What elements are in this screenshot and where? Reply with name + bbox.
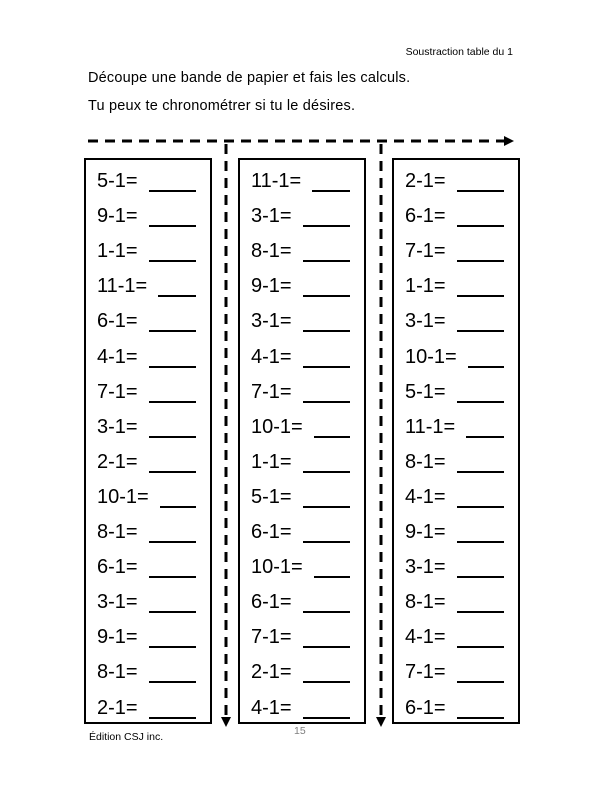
answer-blank (149, 541, 196, 543)
problem-text: 5-1= (97, 170, 138, 193)
problem-row (97, 654, 196, 689)
answer-blank (468, 366, 504, 368)
answer-blank (457, 541, 504, 543)
problem-text: 8-1= (97, 521, 138, 544)
answer-blank (149, 436, 196, 438)
answer-blank (149, 681, 196, 683)
problem-row (251, 514, 350, 549)
problem-strip-3 (392, 158, 520, 724)
problem-text: 1-1= (405, 275, 446, 298)
answer-blank (457, 576, 504, 578)
problem-text: 8-1= (97, 661, 138, 684)
problem-row (251, 268, 350, 303)
answer-blank (314, 436, 350, 438)
problem-text: 1-1= (251, 450, 292, 473)
problem-strip-1 (84, 158, 212, 724)
problem-text: 7-1= (405, 661, 446, 684)
problem-text: 6-1= (405, 205, 446, 228)
problem-text: 2-1= (97, 696, 138, 719)
answer-blank (303, 260, 350, 262)
problem-text: 5-1= (405, 380, 446, 403)
problem-text: 4-1= (251, 696, 292, 719)
answer-blank (457, 225, 504, 227)
problem-row (405, 689, 504, 724)
answer-blank (457, 260, 504, 262)
problem-row (97, 549, 196, 584)
answer-blank (457, 506, 504, 508)
problem-row (97, 303, 196, 338)
problem-row (251, 198, 350, 233)
problem-row (97, 584, 196, 619)
problem-row (405, 619, 504, 654)
problem-text: 11-1= (97, 275, 148, 298)
answer-blank (457, 681, 504, 683)
problem-text: 6-1= (405, 696, 446, 719)
answer-blank (303, 225, 350, 227)
problem-text: 10-1= (251, 415, 303, 438)
problem-row (405, 444, 504, 479)
problem-text: 3-1= (97, 415, 138, 438)
problem-row (97, 619, 196, 654)
problem-text: 6-1= (97, 556, 138, 579)
problem-row (251, 654, 350, 689)
problem-text: 7-1= (97, 380, 138, 403)
instruction-line-1: Découpe une bande de papier et fais les calculs. (88, 70, 411, 86)
answer-blank (303, 471, 350, 473)
problem-row (97, 268, 196, 303)
problem-row (251, 303, 350, 338)
answer-blank (457, 471, 504, 473)
problem-row (405, 549, 504, 584)
answer-blank (457, 717, 504, 719)
problem-row (405, 338, 504, 373)
answer-blank (457, 295, 504, 297)
problem-row (251, 374, 350, 409)
answer-blank (149, 225, 196, 227)
problem-row (251, 163, 350, 198)
answer-blank (457, 330, 504, 332)
answer-blank (149, 576, 196, 578)
answer-blank (303, 330, 350, 332)
answer-blank (303, 506, 350, 508)
problem-row (251, 409, 350, 444)
problem-text: 3-1= (97, 591, 138, 614)
answer-blank (303, 401, 350, 403)
problem-text: 4-1= (405, 626, 446, 649)
problem-row (405, 198, 504, 233)
problem-text: 4-1= (405, 485, 446, 508)
answer-blank (149, 646, 196, 648)
problem-row (97, 514, 196, 549)
edition-credit: Édition CSJ inc. (89, 731, 164, 743)
problem-text: 5-1= (251, 485, 292, 508)
problem-row (97, 233, 196, 268)
problem-text: 9-1= (405, 521, 446, 544)
answer-blank (303, 646, 350, 648)
problem-row (405, 303, 504, 338)
answer-blank (149, 330, 196, 332)
problem-row (405, 654, 504, 689)
problem-row (251, 584, 350, 619)
problem-text: 7-1= (251, 626, 292, 649)
problem-row (405, 233, 504, 268)
answer-blank (303, 366, 350, 368)
problem-text: 11-1= (251, 170, 302, 193)
problem-row (97, 198, 196, 233)
problem-row (97, 409, 196, 444)
problem-row (251, 444, 350, 479)
answer-blank (303, 717, 350, 719)
answer-blank (314, 576, 350, 578)
answer-blank (149, 401, 196, 403)
problem-row (97, 479, 196, 514)
problem-text: 7-1= (405, 240, 446, 263)
answer-blank (457, 190, 504, 192)
page-number: 15 (294, 725, 306, 737)
problem-text: 2-1= (97, 450, 138, 473)
answer-blank (303, 295, 350, 297)
problem-text: 4-1= (251, 345, 292, 368)
problem-text: 8-1= (251, 240, 292, 263)
answer-blank (149, 260, 196, 262)
answer-blank (312, 190, 350, 192)
problem-text: 10-1= (405, 345, 457, 368)
problem-row (251, 549, 350, 584)
problem-text: 3-1= (251, 310, 292, 333)
problem-text: 9-1= (251, 275, 292, 298)
problem-text: 3-1= (251, 205, 292, 228)
problem-text: 6-1= (97, 310, 138, 333)
problem-row (97, 689, 196, 724)
problem-row (405, 584, 504, 619)
problem-strip-2 (238, 158, 366, 724)
answer-blank (303, 681, 350, 683)
answer-blank (457, 611, 504, 613)
problem-row (405, 163, 504, 198)
answer-blank (149, 611, 196, 613)
problem-row (251, 338, 350, 373)
problem-text: 8-1= (405, 591, 446, 614)
problem-text: 9-1= (97, 626, 138, 649)
problem-text: 7-1= (251, 380, 292, 403)
problem-row (97, 338, 196, 373)
problem-row (251, 689, 350, 724)
problem-text: 2-1= (251, 661, 292, 684)
answer-blank (149, 366, 196, 368)
answer-blank (149, 717, 196, 719)
answer-blank (466, 436, 504, 438)
problem-text: 3-1= (405, 556, 446, 579)
answer-blank (160, 506, 196, 508)
answer-blank (149, 190, 196, 192)
problem-row (405, 514, 504, 549)
instruction-line-2: Tu peux te chronométrer si tu le désires. (88, 98, 356, 114)
problem-row (97, 163, 196, 198)
answer-blank (149, 471, 196, 473)
answer-blank (303, 541, 350, 543)
problem-text: 9-1= (97, 205, 138, 228)
problem-text: 6-1= (251, 521, 292, 544)
problem-text: 11-1= (405, 415, 456, 438)
problem-text: 2-1= (405, 170, 446, 193)
problem-row (405, 268, 504, 303)
problem-text: 8-1= (405, 450, 446, 473)
problem-text: 10-1= (97, 485, 149, 508)
problem-row (251, 619, 350, 654)
answer-blank (457, 646, 504, 648)
problem-row (97, 444, 196, 479)
problem-row (405, 479, 504, 514)
answer-blank (158, 295, 196, 297)
problem-text: 6-1= (251, 591, 292, 614)
answer-blank (303, 611, 350, 613)
problem-text: 3-1= (405, 310, 446, 333)
problem-row (97, 374, 196, 409)
problem-text: 1-1= (97, 240, 138, 263)
page-title: Soustraction table du 1 (405, 46, 513, 58)
problem-row (405, 409, 504, 444)
problem-text: 10-1= (251, 556, 303, 579)
problem-text: 4-1= (97, 345, 138, 368)
answer-blank (457, 401, 504, 403)
problem-row (251, 233, 350, 268)
problem-row (251, 479, 350, 514)
problem-row (405, 374, 504, 409)
